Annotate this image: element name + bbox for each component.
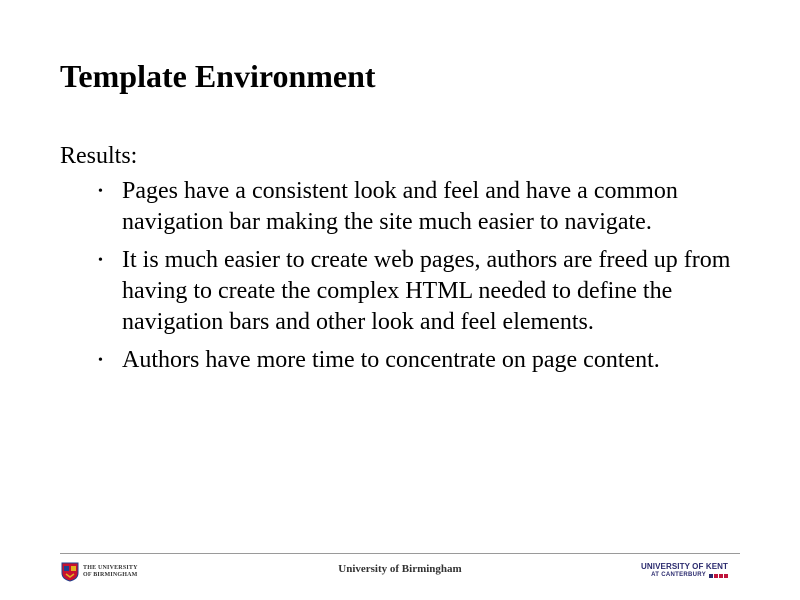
slide-title: Template Environment — [60, 58, 376, 94]
bullet-dot-icon: • — [98, 253, 103, 268]
bullet-text: Pages have a consistent look and feel and have a common navigation bar making the site much easier to navigate. — [122, 178, 678, 235]
bullet-item — [0, 176, 742, 238]
kent-logo-line1: UNIVERSITY OF KENT — [641, 562, 728, 571]
kent-logo — [641, 562, 728, 579]
bullet-item — [0, 245, 742, 338]
bullet-dot-icon: • — [98, 184, 103, 199]
birmingham-logo-line2: OF BIRMINGHAM — [83, 572, 138, 578]
footer-university-name: University of Birmingham — [338, 563, 462, 575]
bullet-item — [0, 345, 742, 376]
birmingham-logo-line1: THE UNIVERSITY — [83, 565, 138, 571]
bullet-text: Authors have more time to concentrate on page content. — [122, 347, 660, 373]
results-label: Results: — [60, 143, 138, 169]
bullet-dot-icon: • — [98, 353, 103, 368]
kent-squares-icon — [709, 574, 728, 578]
bullet-list — [0, 176, 800, 383]
bullet-text: It is much easier to create web pages, authors are freed up from having to create the complex HTML needed to define the navigation bars and other look and feel elements. — [122, 247, 731, 335]
footer-divider — [60, 553, 740, 554]
kent-logo-line2: AT CANTERBURY — [651, 572, 706, 578]
